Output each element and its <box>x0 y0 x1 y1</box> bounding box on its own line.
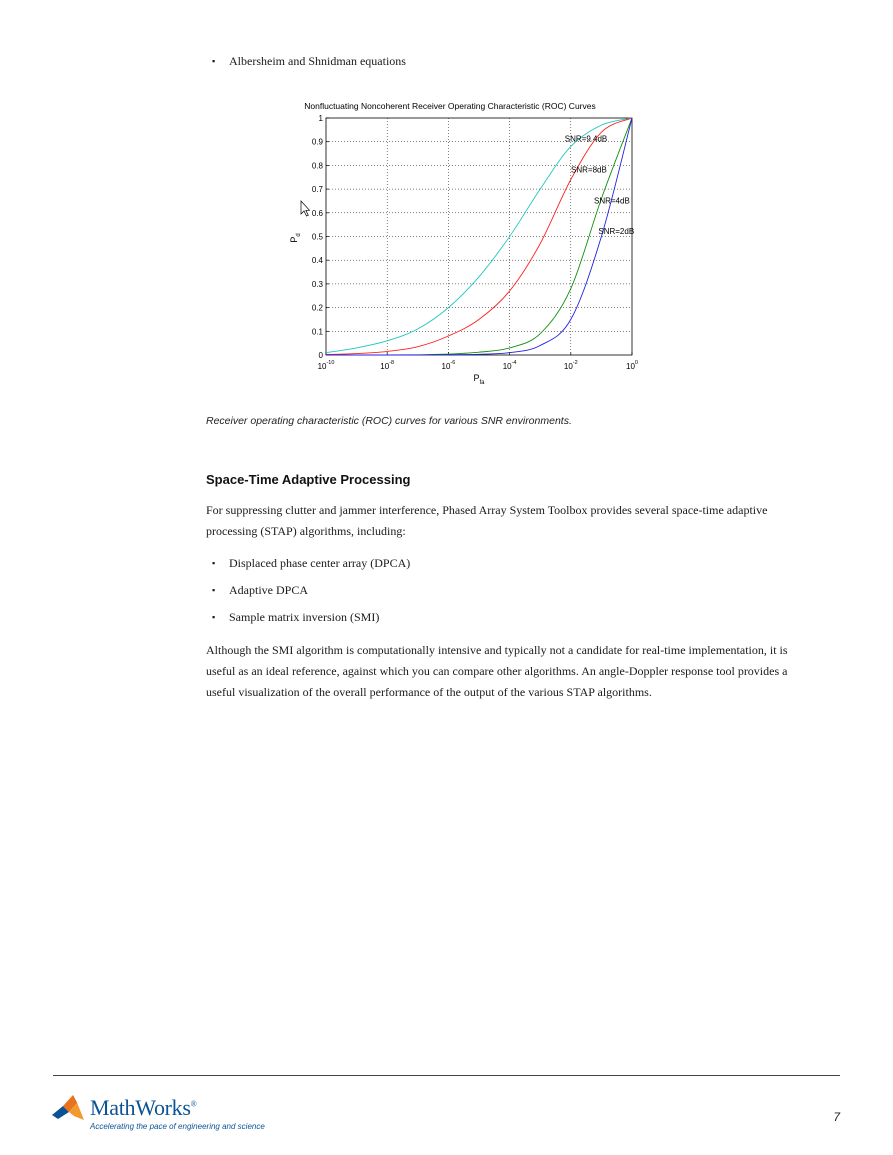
x-tick-label: $10^{-8}$ <box>380 360 395 371</box>
mathworks-logo <box>52 1093 272 1133</box>
y-tick-label: 0.2 <box>311 303 323 313</box>
series-label: SNR=2dB <box>598 227 635 237</box>
y-tick-label: 1 <box>318 114 323 123</box>
roc-chart <box>282 98 652 398</box>
logo-tagline: Accelerating the pace of engineering and science <box>90 1122 265 1131</box>
y-tick-label: 0.5 <box>311 232 323 242</box>
y-tick-label: 0.1 <box>311 327 323 337</box>
top-bullet-list <box>206 53 806 69</box>
x-axis-label <box>473 373 485 386</box>
list-item: ▪ Displaced phase center array (DPCA) <box>206 555 806 571</box>
y-tick-label: 0.6 <box>311 208 323 218</box>
y-tick-label: 0.3 <box>311 279 323 289</box>
y-axis-label <box>289 233 302 242</box>
list-item: ▪ Albersheim and Shnidman equations <box>206 53 806 69</box>
x-axis-label-sub: fa <box>479 380 485 386</box>
series-label: SNR=9.4dB <box>564 134 608 144</box>
y-tick-label: 0 <box>318 351 323 360</box>
section-heading: Space-Time Adaptive Processing <box>206 472 411 487</box>
footer-divider <box>53 1075 840 1076</box>
y-tick-label: 0.8 <box>311 161 323 171</box>
y-axis-label-sub: d <box>296 233 302 237</box>
logo-wordmark <box>90 1095 196 1121</box>
intro-paragraph: For suppressing clutter and jammer interference, Phased Array System Toolbox provides several space-time adaptive processing (STAP) algorithms, including: <box>206 503 768 538</box>
y-axis-label-group <box>289 233 302 242</box>
y-tick-label: 0.9 <box>311 137 323 147</box>
y-axis-label-main: P <box>289 236 299 243</box>
y-tick-label: 0.4 <box>311 256 323 266</box>
logo-name: MathWorks <box>90 1095 191 1120</box>
x-tick-label: $10^{-10}$ <box>317 360 335 371</box>
x-tick-label: $10^{-6}$ <box>441 360 456 371</box>
y-tick-label: 0.7 <box>311 185 323 195</box>
x-tick-label: $10^{-4}$ <box>502 360 517 371</box>
list-item: ▪ Sample matrix inversion (SMI) <box>206 609 806 625</box>
list-item: ▪ Adaptive DPCA <box>206 582 806 598</box>
closing-paragraph: Although the SMI algorithm is computationally intensive and typically not a candidate for real-time implementation, it is useful as an ideal reference, against which you can compare other algorithms. An angle-Doppler response tool provides a useful visualization of the overall performance of the output of the various STAP algorithms. <box>206 643 788 699</box>
chart-title: Nonfluctuating Noncoherent Receiver Operating Characteristic (ROC) Curves <box>304 101 596 111</box>
stap-algorithm-list <box>206 555 806 636</box>
x-tick-label: $10^{-2}$ <box>563 360 578 371</box>
series-label: SNR=8dB <box>571 165 607 175</box>
page-number: 7 <box>833 1110 840 1124</box>
registered-mark: ® <box>190 1099 197 1109</box>
figure-caption: Receiver operating characteristic (ROC) curves for various SNR environments. <box>206 415 572 427</box>
x-axis-label-main: P <box>473 373 480 383</box>
series-label: SNR=4dB <box>593 196 630 206</box>
mouse-pointer-icon <box>301 201 310 216</box>
membrane-logo-icon <box>52 1093 88 1125</box>
x-tick-label: $10^0$ <box>626 360 638 371</box>
roc-figure <box>282 98 652 398</box>
